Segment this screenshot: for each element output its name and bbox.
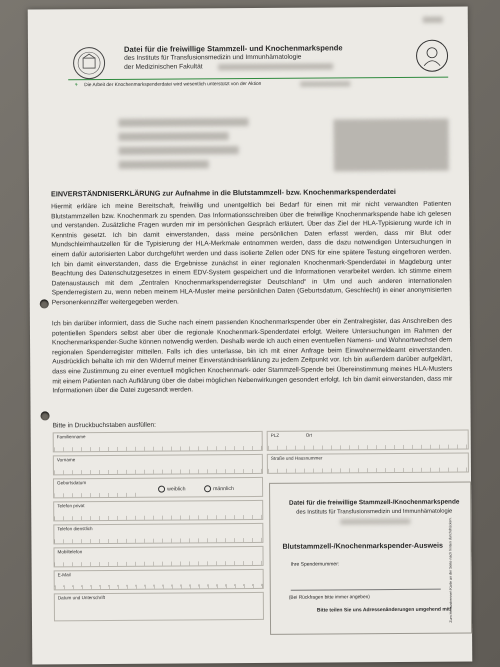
header-institute: des Instituts für Transfusionsmedizin und Immunhämatologie (124, 53, 302, 62)
redacted-text (300, 81, 350, 86)
weiblich-option[interactable] (158, 485, 186, 492)
consent-form-sheet (28, 6, 473, 664)
consent-paragraph-2: Ich bin darüber informiert, dass die Suche nach einem passenden Knochenmarkspender über ein Zentralregister, das Anschreiben des potentiellen Spenders selbst aber über die regionale Knochenmark-Spenderdatei erfolgt. Weitere Untersuchungen im Rahmen der Knochenmarkspender-Suche können notwendig werden. Deshalb werde ich auch einen eventuellen Namens- und Wohnortwechsel dem regionalen Spenderregister mitteilen. Falls ich dies unterlasse, bin ich mit einer Anfrage beim Einwohnermeldeamt einverstanden. Ausdrücklich behalte ich mir den Widerruf meiner Einverständniserklärung zu jedem Zeitpunkt vor. Ich bin außerdem darüber aufgeklärt, dass eine Zustimmung zu einer eventuell möglichen Knochenmark- oder Stammzell-Spende bei Übereinstimmung meines HLA-Musters mit einem Patienten nach Aufklärung über die dabei möglichen Nebenwirkungen gesondert erfolgt. Ich bin damit einverstanden, dass mir Informationen über die Datei zugesandt werden. (51, 317, 453, 395)
spendernummer-line (291, 589, 441, 591)
vorname-label: Vorname (56, 457, 76, 463)
weiblich-label: weiblich (167, 486, 186, 493)
telefon-dienstlich-field[interactable] (53, 523, 263, 544)
redacted-address (119, 160, 209, 169)
telefon-dienstlich-label: Telefon dienstlich (57, 526, 93, 532)
portrait-seal-icon (416, 40, 448, 72)
radio-circle-icon (204, 485, 211, 492)
familienname-label: Familienname (56, 434, 86, 440)
redacted-text (218, 63, 333, 70)
logo-mark-icon: ⚘ (74, 82, 79, 88)
consent-paragraph-1: Hiermit erkläre ich meine Bereitschaft, freiwillig und unentgeltlich bei Bedarf für einen mit mir nicht verwandten Patienten Blutstammzellen bzw. Knochenmark zu spenden. Das Informationsschreiben über die freiwillige Knochenmarkspende habe ich gelesen und verstanden. Zusätzliche Fragen wurden mir im persönlichen Gespräch erläutert. Über das Ziel der HLA-Typisierung wurde ich in Kenntnis gesetzt. Ich bin damit einverstanden, dass meine persönlichen Daten erfasst werden, dass mir Blut oder Mundschleimhautzellen für die Typisierung der HLA-Merkmale entnommen werden, dass die dazu notwendigen Untersuchungen in einem dafür autorisierten Labor durchgeführt werden und dass isolierte Zellen oder DNS für eine spätere Testung eingefroren werden. Ich bin damit einverstanden, dass die Ergebnisse zunächst in einer regionalen Knochenmark-Spenderdatei in Magdeburg unter Beachtung des Datenschutzgesetzes in einem EDV-System gespeichert und die Informationen verarbeitet werden. Ich stimme einem Datenaustausch mit dem „Zentralen Knochenmarkspenderregister Deutschland“ in Ulm und auch anderen internationalen Spenderregistern zu, wenn neben meinem HLA-Muster meine persönlichen Daten (Geburtsdatum, Geschlecht) in einer anonymisierten Personenkennziffer weitergegeben werden. (51, 200, 452, 307)
datum-unterschrift-label: Datum und Unterschrift (57, 595, 106, 601)
geburtsdatum-field[interactable] (53, 477, 263, 498)
punch-hole (41, 411, 50, 420)
punch-hole (40, 299, 49, 308)
email-field[interactable] (54, 569, 264, 590)
redacted-text (340, 519, 410, 524)
telefon-privat-label: Telefon privat (57, 503, 85, 509)
redacted-text (423, 17, 443, 23)
geburtsdatum-label: Geburtsdatum (57, 480, 87, 486)
ort-label: Ort (305, 432, 313, 438)
redacted-address (333, 119, 448, 172)
consent-heading: EINVERSTÄNDNISERKLÄRUNG zur Aufnahme in die Blutstammzell- bzw. Knochenmarkspenderdatei (50, 186, 396, 199)
datum-unterschrift-field[interactable] (54, 592, 264, 621)
header-divider (68, 77, 448, 81)
strasse-field[interactable] (267, 452, 469, 473)
donor-id-card[interactable] (269, 481, 472, 634)
university-seal-icon (73, 47, 105, 79)
maennlich-label: männlich (213, 485, 234, 493)
card-institute: des Instituts für Transfusionsmedizin und Immunhämatologie (296, 508, 453, 516)
plz-label: PLZ (270, 432, 280, 438)
spendernummer-label: Ihre Spendernummer: (290, 561, 340, 568)
header-title: Datei für die freiwillige Stammzell- und Knochenmarkspende (123, 43, 343, 54)
maennlich-option[interactable] (204, 485, 234, 492)
rueckfragen-note: (Bei Rückfragen bitte immer angeben) (288, 595, 370, 601)
card-side-note: Zum Heraustrennen Karte an der Seite nach hinten durchdrücken. (448, 517, 454, 623)
telefon-privat-field[interactable] (53, 500, 263, 521)
mobiltelefon-field[interactable] (53, 546, 263, 567)
email-label: E-Mail (57, 572, 71, 578)
card-title: Datei für die freiwillige Stammzell-/Knochenmarkspende (288, 498, 460, 507)
redacted-address (118, 118, 248, 127)
header-faculty: der Medizinischen Fakultät (124, 63, 203, 71)
vorname-field[interactable] (53, 454, 263, 475)
form-instruction: Bitte in Druckbuchstaben ausfüllen: (52, 421, 157, 430)
plz-ort-field[interactable] (267, 429, 469, 450)
radio-circle-icon (158, 486, 165, 493)
redacted-address (119, 132, 229, 141)
support-note: Die Arbeit der Knochenmarkspenderdatei wird wesentlich unterstützt von der Aktion (84, 81, 262, 89)
redacted-address (119, 146, 239, 155)
mobiltelefon-label: Mobiltelefon (57, 549, 83, 555)
adress-note: Bitte teilen Sie uns Adressenänderungen umgehend mit! (316, 606, 452, 614)
card-heading: Blutstammzell-/Knochenmarkspender-Ausweis (282, 540, 444, 551)
strasse-label: Straße und Hausnummer (270, 455, 323, 461)
familienname-field[interactable] (53, 431, 263, 452)
